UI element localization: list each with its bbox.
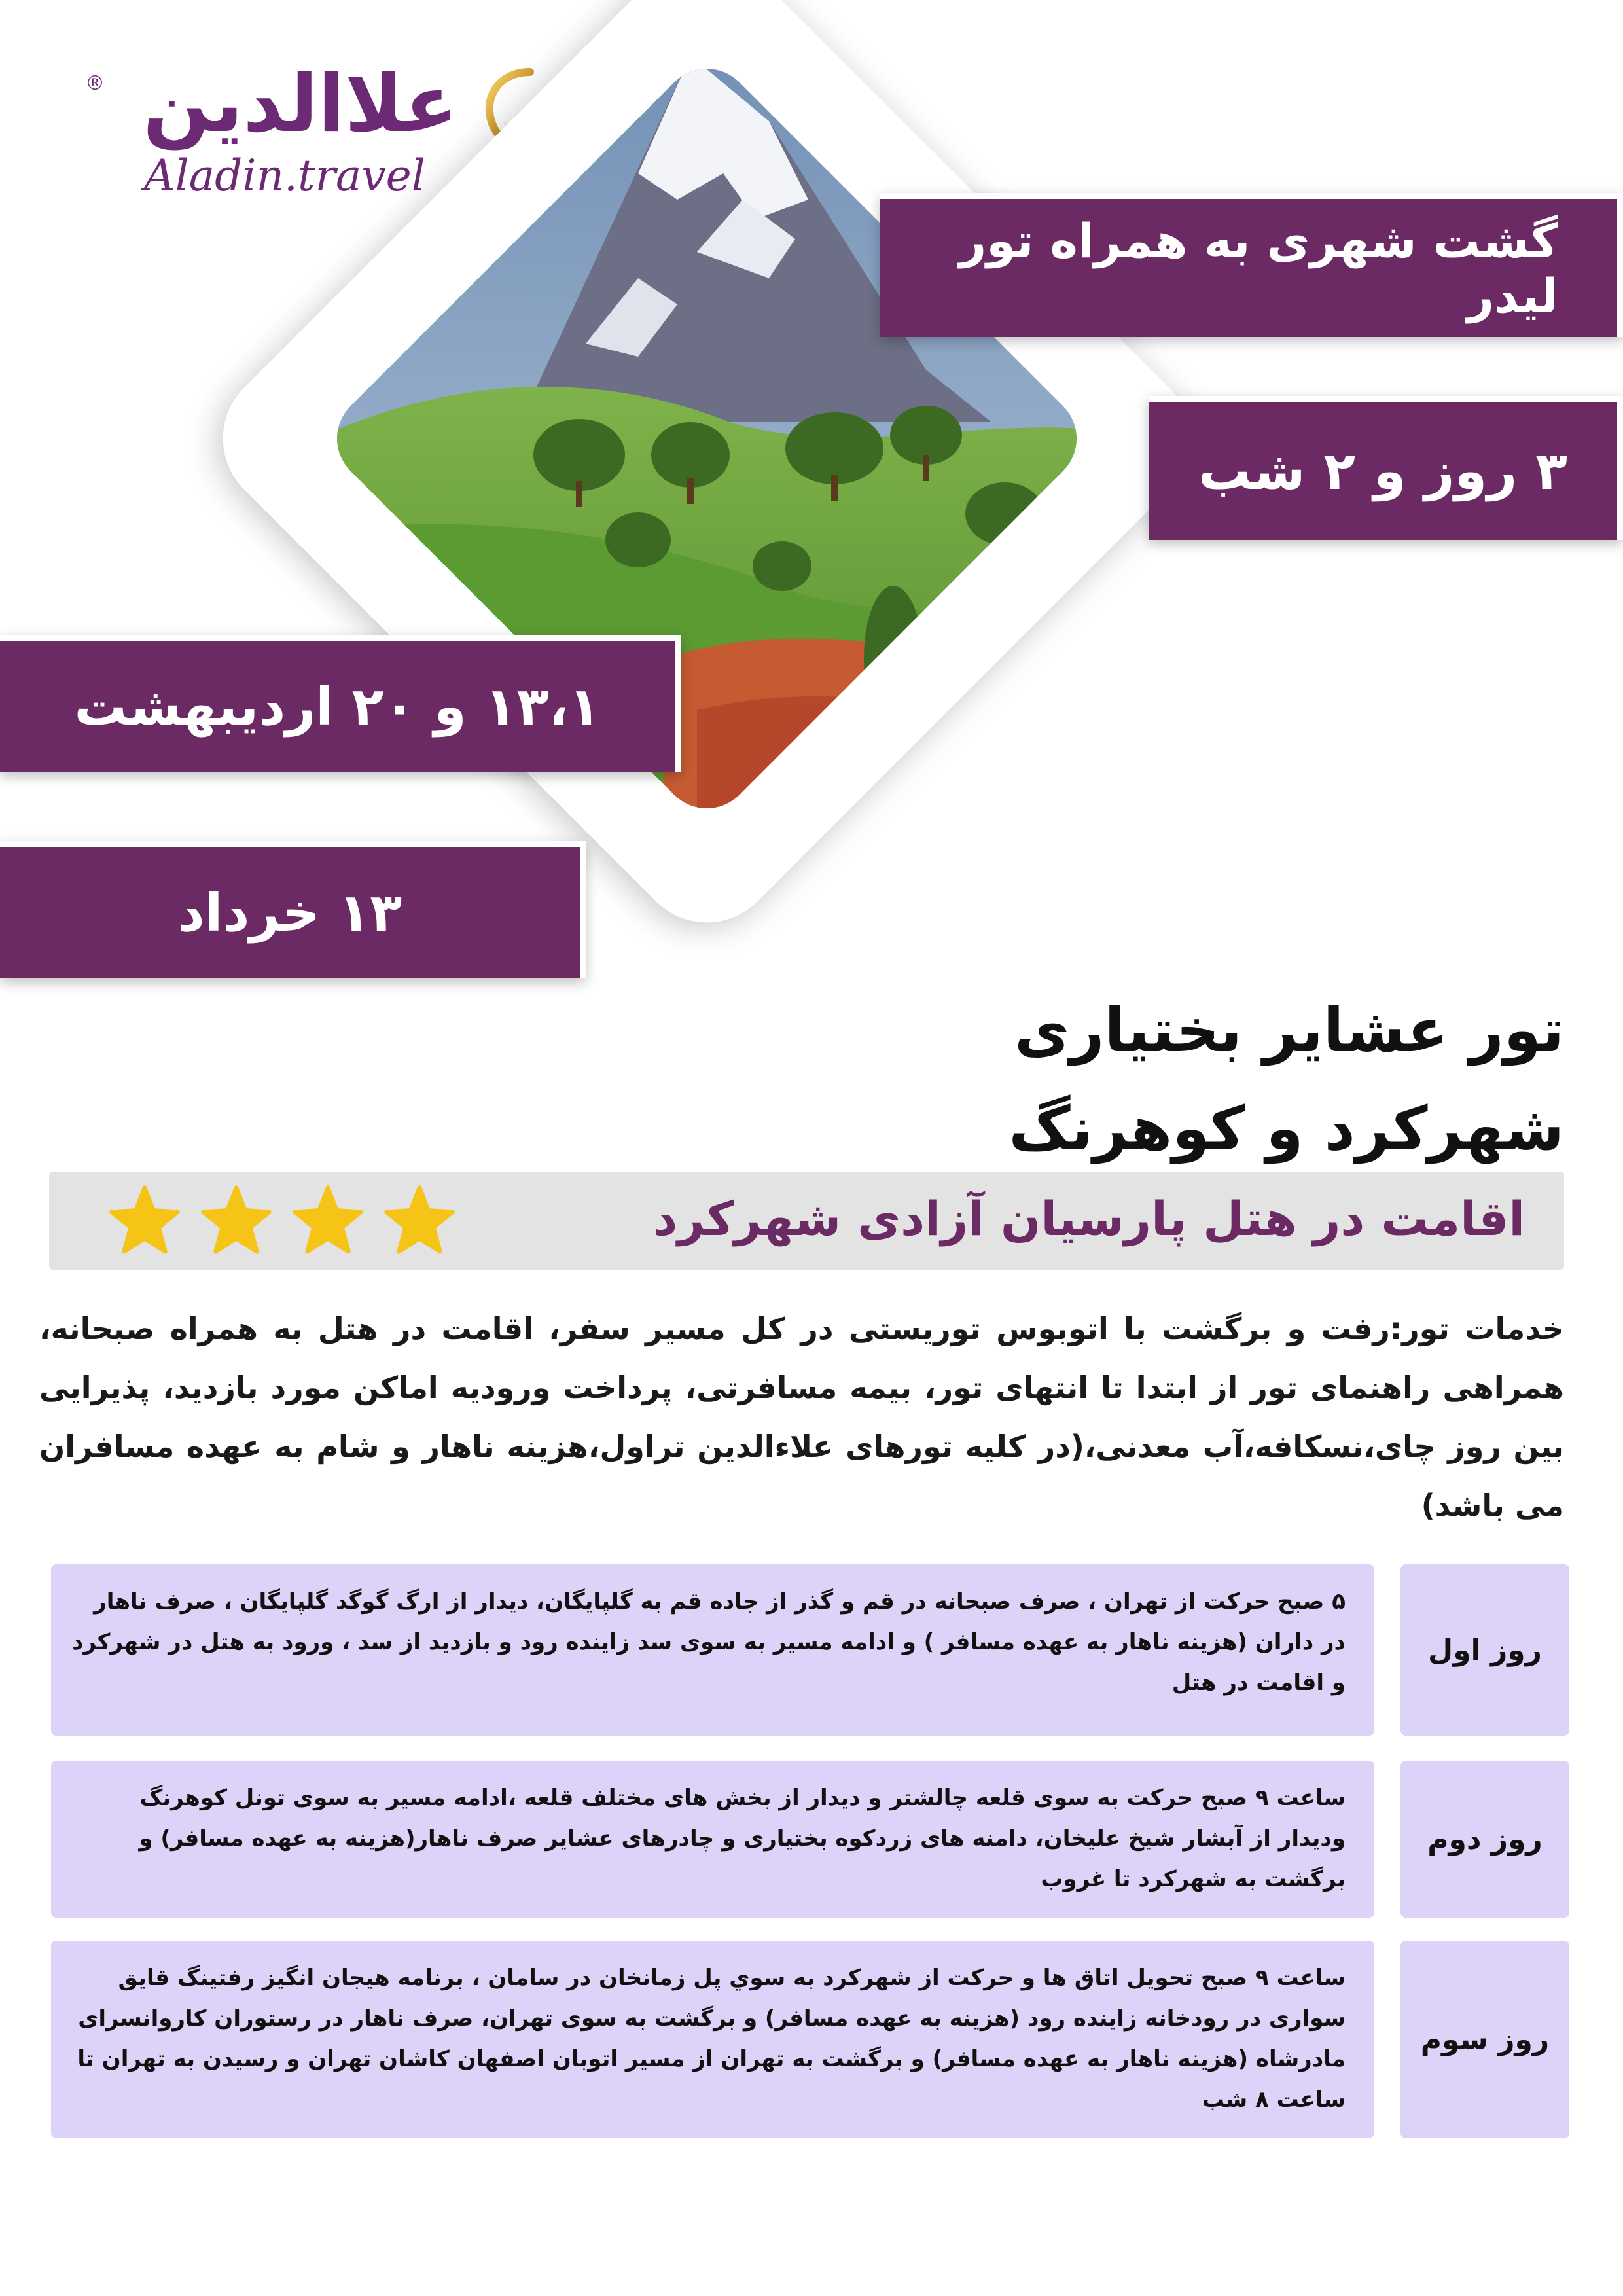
star-icon [383,1183,456,1257]
dates-banner-khordad: ۱۳ خرداد [0,841,586,978]
logo-wordmark: Aladin.travel [144,151,425,201]
logo-script: علاالدین [143,59,458,150]
tour-services: خدمات تور:رفت و برگشت با اتوبوس توریستی در کل مسیر سفر، اقامت در هتل به همراه صبحانه، همراهی راهنمای تور از ابتدا تا انتهای تور، بیمه مسافرتی، پرداخت ورودیه اماکن مورد بازدید، پذیرایی بین روز چای،نسکافه،آب معدنی،(در کلیه تورهای علاءالدین تراول،هزینه ناهار و شام به عهده مسافران می باشد) [39,1311,1564,1523]
duration-banner: ۳ روز و ۲ شب [1149,396,1623,540]
registered-mark: ® [85,72,105,95]
tour-title [844,982,1564,1178]
day-3-description: ساعت ۹ صبح تحویل اتاق ها و حرکت از شهرکرد به سوي پل زمانخان در سامان ، برنامه هیجان انگیز رفتینگ قایق سواری در رودخانه زاینده رود (هزینه به عهده مسافر) و برگشت به سوی تهران، صرف ناهار در رستوران کاروانسرای مادرشاه (هزینه ناهار به عهده مسافر) و برگشت به تهران از مسیر اتوبان اصفهان کاشان تهران و رسیدن به تهران تا ساعت ۸ شب [51,1941,1374,2138]
dates-banner-ordibehesht: ۱۳،۱ و ۲۰ اردیبهشت [0,635,681,772]
hotel-star-rating [108,1183,456,1257]
tour-title-line-1: تور عشایر بختیاری [1014,996,1564,1066]
day-2-description: ساعت ۹ صبح حرکت به سوی قلعه چالشتر و دیدار از بخش های مختلف قلعه ،ادامه مسیر به سوی تونل کوهرنگ ودیدار از آبشار شیخ علیخان، دامنه های زردکوه بختیاری و چادرهای عشایر صرف ناهار(هزینه به عهده مسافر) و برگشت به شهرکرد تا غروب [51,1761,1374,1918]
city-tour-banner: گشت شهری به همراه تور لیدر [880,193,1623,337]
day-2-label: روز دوم [1400,1761,1569,1918]
day-1-label: روز اول [1400,1564,1569,1736]
hotel-name: اقامت در هتل پارسیان آزادی شهرکرد [653,1191,1525,1246]
star-icon [108,1183,181,1257]
day-1-description: ۵ صبح حرکت از تهران ، صرف صبحانه در قم و گذر از جاده قم به گلپایگان، دیدار از ارگ گوگد گلپایگان ، صرف ناهار در داران (هزینه ناهار به عهده مسافر ) و ادامه مسیر به سوی سد زاینده رود و بازدید از سد ، ورود به هتل در شهرکرد و اقامت در هتل [51,1564,1374,1736]
star-icon [200,1183,273,1257]
hotel-bar [49,1172,1564,1270]
day-3-label: روز سوم [1400,1941,1569,2138]
star-icon [291,1183,365,1257]
tour-title-line-2: شهرکرد و کوهرنگ [1008,1094,1564,1164]
